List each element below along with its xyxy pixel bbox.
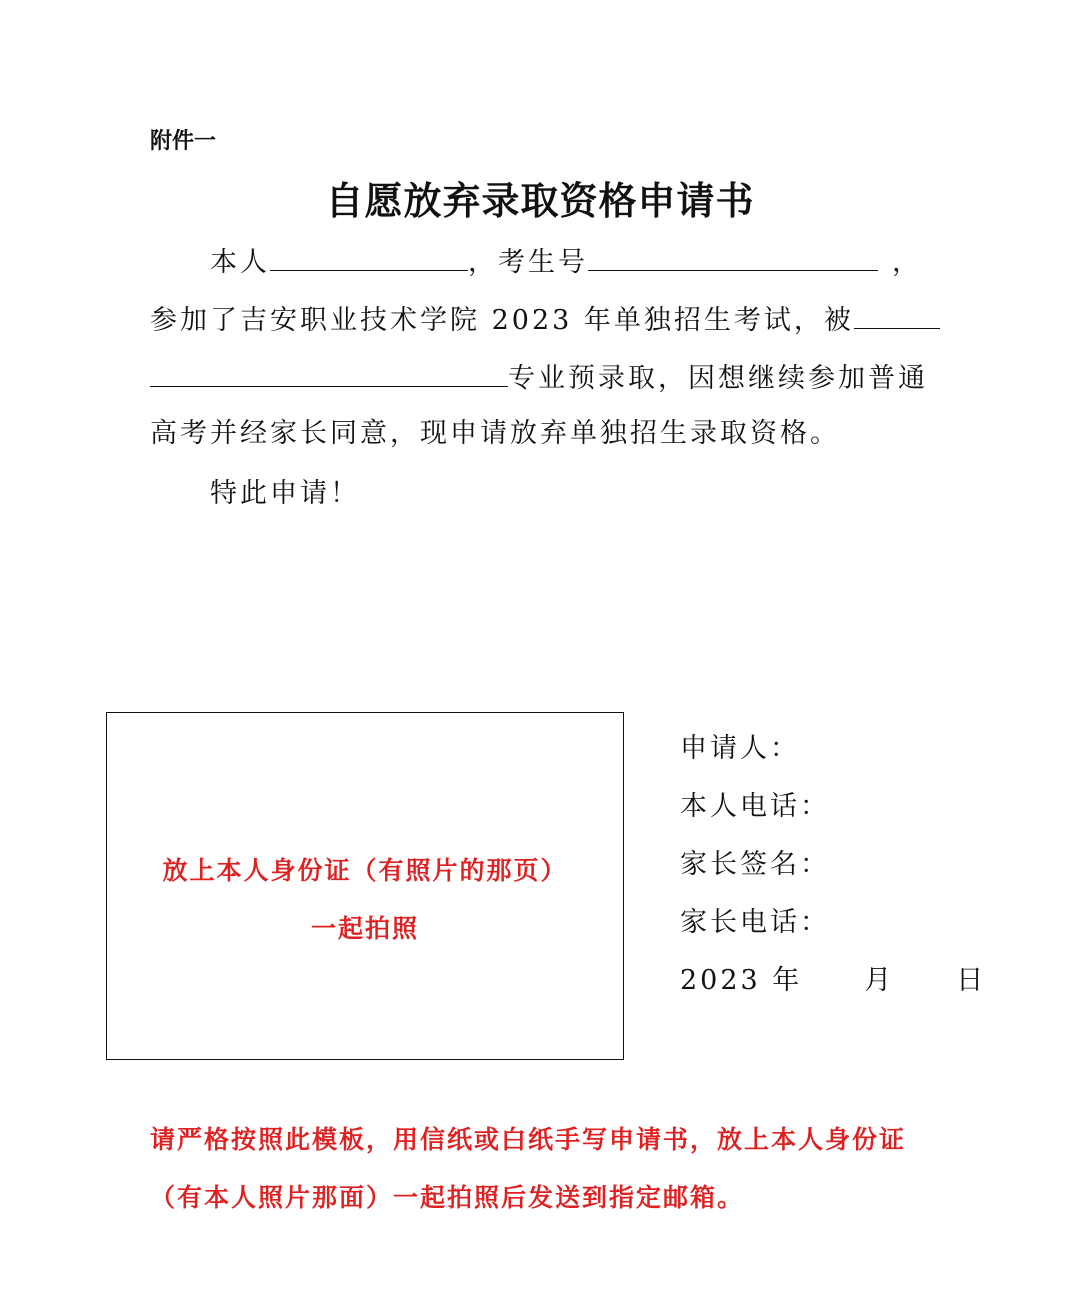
instruction-note-line-1: 请严格按照此模板，用信纸或白纸手写申请书，放上本人身份证 — [150, 1125, 907, 1154]
date-day: 日 — [956, 965, 987, 996]
body-line-1 — [210, 240, 922, 283]
id-photo-box — [106, 712, 624, 1060]
attachment-label: 附件一 — [150, 129, 217, 154]
date-line — [680, 958, 986, 997]
parent-phone-label: 家长电话： — [680, 907, 830, 938]
instruction-note-line-2: （有本人照片那面）一起拍照后发送到指定邮箱。 — [150, 1183, 745, 1212]
photo-instruction-line-1: 放上本人身份证（有照片的那页） — [162, 856, 568, 885]
applicant-label: 申请人： — [680, 733, 800, 764]
name-blank — [270, 240, 468, 271]
body-line-4: 高考并经家长同意，现申请放弃单独招生录取资格。 — [150, 418, 840, 449]
own-phone-label: 本人电话： — [680, 791, 830, 822]
date-month: 月 — [864, 965, 895, 996]
body-line-2 — [150, 298, 940, 341]
major-blank — [150, 356, 508, 387]
exam-number-blank — [588, 240, 878, 271]
parent-signature-label: 家长签名： — [680, 849, 830, 880]
text-self: 本人 — [210, 247, 270, 278]
text-participated: 参加了吉安职业技术学院 2023 年单独招生考试，被 — [150, 305, 854, 336]
closing-text: 特此申请！ — [210, 478, 360, 509]
photo-instruction-line-2: 一起拍照 — [310, 914, 419, 943]
body-line-3 — [150, 356, 928, 399]
major-blank-start — [854, 298, 940, 329]
text-comma: ， — [892, 247, 922, 278]
date-year: 2023 年 — [680, 965, 803, 996]
document-title: 自愿放弃录取资格申请书 — [325, 179, 755, 223]
text-exam-number: ，考生号 — [468, 247, 588, 278]
text-pre-admitted: 专业预录取，因想继续参加普通 — [508, 363, 928, 394]
